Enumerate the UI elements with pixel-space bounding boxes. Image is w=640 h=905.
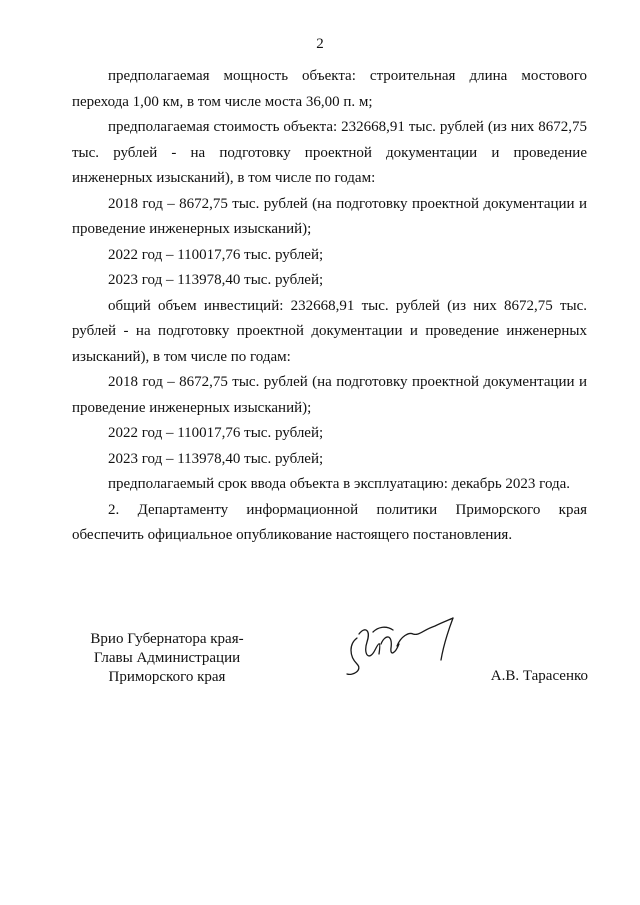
paragraph-investment: общий объем инвестиций: 232668,91 тыс. рублей (из них 8672,75 тыс. рублей - на подготовку проектной документации и проведение инженерных изысканий), в том числе по годам: [72, 297, 587, 365]
signatory-name: А.В. Тарасенко [490, 668, 588, 684]
signatory-title [72, 630, 262, 687]
document-body [72, 64, 587, 549]
signatory-title-line: Главы Администрации [93, 650, 241, 666]
page-number: 2 [316, 36, 324, 52]
paragraph-investment-2018: 2018 год – 8672,75 тыс. рублей (на подготовку проектной документации и проведение инженерных изысканий); [72, 374, 587, 416]
paragraph-cost-2018: 2018 год – 8672,75 тыс. рублей (на подготовку проектной документации и проведение инженерных изысканий); [72, 195, 587, 237]
paragraph-cost: предполагаемая стоимость объекта: 232668,91 тыс. рублей (из них 8672,75 тыс. рублей - на подготовку проектной документации и проведение инженерных изысканий), в том числе по годам: [72, 119, 587, 186]
paragraph-capacity: предполагаемая мощность объекта: строительная длина мостового перехода 1,00 км, в том числе моста 36,00 п. м; [72, 68, 587, 110]
signatory-title-line: Врио Губернатора края- [90, 631, 244, 647]
paragraph-publication-order: 2. Департаменту информационной политики Приморского края обеспечить официальное опубликование настоящего постановления. [72, 501, 587, 543]
paragraph-cost-2022: 2022 год – 110017,76 тыс. рублей; [108, 246, 324, 263]
paragraph-investment-2022: 2022 год – 110017,76 тыс. рублей; [108, 425, 324, 441]
signatory-title-line: Приморского края [108, 669, 226, 685]
paragraph-commissioning-date: предполагаемый срок ввода объекта в эксплуатацию: декабрь 2023 года. [108, 476, 571, 492]
paragraph-cost-2023: 2023 год – 113978,40 тыс. рублей; [108, 272, 324, 288]
paragraph-investment-2023: 2023 год – 113978,40 тыс. рублей; [108, 450, 324, 467]
